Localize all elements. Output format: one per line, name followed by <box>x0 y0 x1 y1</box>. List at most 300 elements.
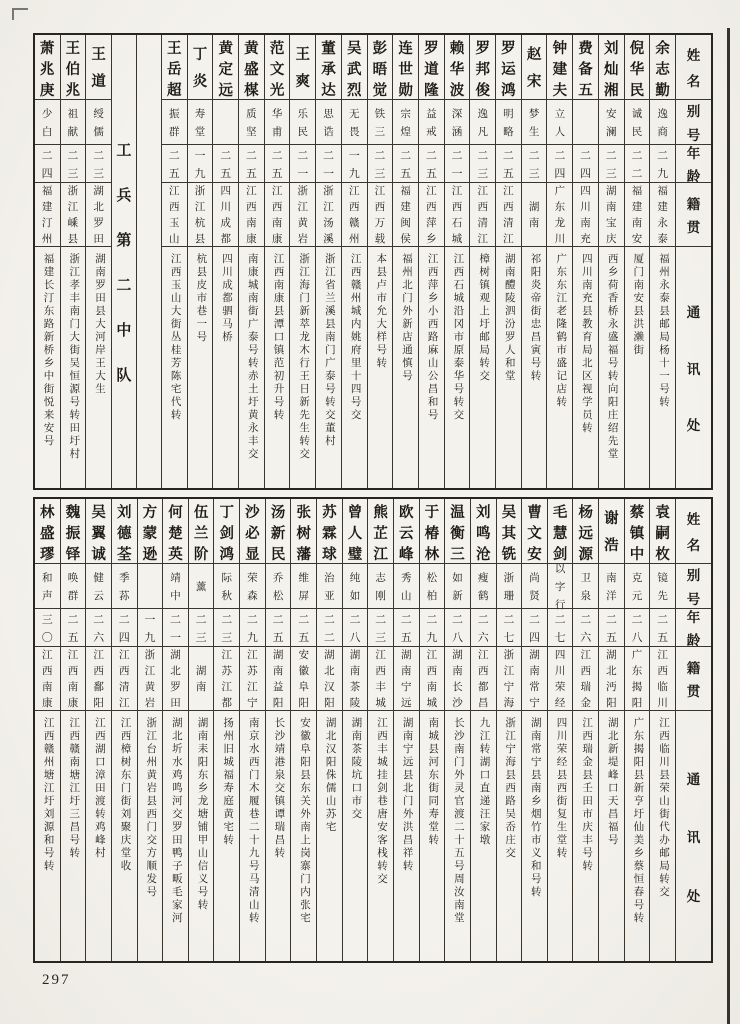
person-native-place: 福 建 永 泰 <box>650 182 675 246</box>
person-name: 沙 必 显 <box>245 505 260 563</box>
person-age: 二 三 <box>86 144 111 182</box>
person-age: 一 九 <box>188 144 213 182</box>
person-name: 刘 灿 湘 <box>603 41 619 99</box>
person-contact: 湖南常宁县南乡烟竹市义和号转 <box>522 710 547 961</box>
person-native-place: 江 西 鄱 阳 <box>86 646 111 710</box>
person-age: 二 五 <box>213 144 238 182</box>
person-native-place: 湖 南 常 宁 <box>522 646 547 710</box>
person-age: 二 四 <box>547 144 572 182</box>
person-native-place: 四 川 荣 经 <box>548 646 573 710</box>
person-contact: 江西瑞金县壬田市庆丰号转 <box>573 710 598 961</box>
person-alias: 际 秋 <box>214 563 239 608</box>
section-heading-label: 工 兵 第 二 中 队 <box>116 142 132 384</box>
person-contact: 福建长汀东路新桥乡中街悦来安号 <box>35 246 60 488</box>
person-name: 王 道 <box>91 47 106 90</box>
person-age: 二 五 <box>265 144 290 182</box>
person-age: 二 六 <box>471 608 496 646</box>
person-age: 二 七 <box>497 608 522 646</box>
scan-corner-mark <box>12 8 28 20</box>
person-name: 熊 芷 江 <box>373 505 388 563</box>
person-alias: 如 新 <box>445 563 470 608</box>
page-number: 297 <box>42 972 71 988</box>
person-column <box>290 499 316 961</box>
person-contact: 厦门南安县洪濑街 <box>625 246 650 488</box>
person-name: 连 世 勋 <box>398 41 413 99</box>
person-contact: 江西萍乡小西路麻山公昌和号 <box>419 246 444 488</box>
header-native-place: 籍 贯 <box>676 646 711 710</box>
person-age: 二 三 <box>470 144 495 182</box>
person-alias: 唤 群 <box>61 563 86 608</box>
person-column <box>212 35 238 488</box>
person-age: 三 〇 <box>35 608 60 646</box>
person-age: 二 三 <box>189 608 214 646</box>
person-column <box>188 499 214 961</box>
person-column <box>649 35 675 488</box>
person-column <box>238 35 264 488</box>
person-alias: 薰 <box>189 563 214 608</box>
person-name: 伍 兰 阶 <box>193 505 209 563</box>
person-age: 二 三 <box>599 144 624 182</box>
person-column <box>60 35 86 488</box>
section-heading-column <box>111 35 161 488</box>
header-name: 姓 名 <box>686 512 701 553</box>
person-column <box>367 499 393 961</box>
person-native-place: 湖 南 宁 远 <box>394 646 419 710</box>
person-name: 袁 嗣 枚 <box>655 505 670 563</box>
person-native-place: 江 苏 江 宁 <box>240 646 265 710</box>
person-column <box>187 35 213 488</box>
person-contact: 广东东江老隆鹤市盛记店转 <box>547 246 572 488</box>
person-column <box>265 499 291 961</box>
person-contact: 九江转湖口直递汪家墩 <box>471 710 496 961</box>
person-alias: 质 坚 <box>239 99 264 144</box>
person-column <box>341 35 367 488</box>
person-column <box>111 499 137 961</box>
person-native-place: 江 西 南 城 <box>420 646 445 710</box>
person-alias: 华 甫 <box>265 99 290 144</box>
person-name: 方 蒙 逊 <box>142 505 158 563</box>
person-age: 二 九 <box>240 608 265 646</box>
person-column <box>35 499 60 961</box>
person-contact: 江西石城沿冈市原泰华号转交 <box>445 246 470 488</box>
person-alias <box>573 99 598 144</box>
person-native-place: 广 东 揭 阳 <box>625 646 650 710</box>
person-alias: 宗 煌 <box>393 99 418 144</box>
person-column <box>495 35 521 488</box>
person-column <box>546 35 572 488</box>
person-column <box>444 499 470 961</box>
person-age: 二 一 <box>445 144 470 182</box>
person-name: 刘 鸣 沧 <box>475 505 491 563</box>
person-name: 何 楚 英 <box>168 505 183 563</box>
person-age: 二 八 <box>625 608 650 646</box>
person-column <box>624 35 650 488</box>
person-native-place: 湖 北 沔 阳 <box>599 646 624 710</box>
person-alias: 深 涵 <box>445 99 470 144</box>
person-age: 二 一 <box>163 608 188 646</box>
person-contact: 福州永泰县邮局杨十一号转 <box>650 246 675 488</box>
person-contact: 浙江海门新萃龙木行王日新先生转交 <box>290 246 315 488</box>
person-alias: 乐 民 <box>290 99 315 144</box>
person-native-place: 江 西 清 江 <box>496 182 521 246</box>
person-native-place: 江 西 万 载 <box>368 182 393 246</box>
person-native-place: 江 西 丰 城 <box>368 646 393 710</box>
person-age: 二 五 <box>162 144 187 182</box>
person-contact: 浙江台州黄岩县西门交方顺发号 <box>138 710 163 961</box>
person-column <box>598 499 624 961</box>
header-alias: 别 号 <box>676 99 711 144</box>
person-alias: 立 人 <box>547 99 572 144</box>
person-native-place: 浙 江 黄 岩 <box>290 182 315 246</box>
person-column <box>624 499 650 961</box>
person-native-place: 福 建 闽 侯 <box>393 182 418 246</box>
person-alias: 瘦 鹤 <box>471 563 496 608</box>
person-age: 二 一 <box>290 144 315 182</box>
person-native-place: 湖 北 罗 田 <box>163 646 188 710</box>
person-alias: 以 字 行 <box>548 563 573 608</box>
person-column <box>239 499 265 961</box>
person-column <box>393 499 419 961</box>
person-name: 曾 人 璧 <box>347 505 363 563</box>
person-name: 钟 建 夫 <box>552 41 568 99</box>
person-native-place: 江 西 南 康 <box>239 182 264 246</box>
person-alias: 绶 儒 <box>86 99 111 144</box>
person-native-place: 江 西 瑞 金 <box>573 646 598 710</box>
person-age: 二 五 <box>496 144 521 182</box>
person-name: 杨 远 源 <box>578 505 593 563</box>
person-contact: 浙江孝丰南门大街吴恒源号转田圩村 <box>61 246 86 488</box>
person-contact: 湖北新堤峰口天昌福号 <box>599 710 624 961</box>
person-alias: 少 白 <box>35 99 60 144</box>
person-native-place: 江 苏 江 都 <box>214 646 239 710</box>
person-name: 欧 云 峰 <box>399 505 414 563</box>
person-column <box>521 35 547 488</box>
person-column <box>572 499 598 961</box>
person-name: 谢 浩 <box>604 511 619 554</box>
person-native-place: 浙 江 杭 县 <box>188 182 213 246</box>
person-alias: 健 云 <box>86 563 111 608</box>
scan-edge-line <box>727 28 730 1024</box>
person-native-place: 江 西 临 川 <box>650 646 675 710</box>
person-alias: 尚 贤 <box>522 563 547 608</box>
person-age: 二 三 <box>522 144 547 182</box>
person-age: 二 九 <box>650 144 675 182</box>
person-name: 罗 道 隆 <box>424 41 439 99</box>
person-alias: 志 刚 <box>368 563 393 608</box>
person-name: 丁 炎 <box>192 47 208 90</box>
person-column <box>316 499 342 961</box>
person-age: 二 三 <box>214 608 239 646</box>
person-contact: 广东揭阳县新亨圩仙美乡蔡恒春号转 <box>625 710 650 961</box>
person-age: 一 九 <box>342 144 367 182</box>
column-headers <box>675 499 711 961</box>
person-alias: 祖 献 <box>61 99 86 144</box>
person-contact: 四川成都驷马桥 <box>213 246 238 488</box>
person-age: 二 六 <box>86 608 111 646</box>
column-headers <box>675 35 711 488</box>
person-name: 林 盛 璆 <box>40 505 55 563</box>
person-name: 蔡 镇 中 <box>629 505 645 563</box>
person-native-place: 浙 江 汤 溪 <box>316 182 341 246</box>
person-age: 二 四 <box>522 608 547 646</box>
person-alias <box>213 99 238 144</box>
person-contact: 湖南宁远县北门外洪昌祥转 <box>394 710 419 961</box>
person-name: 王 伯 兆 <box>65 41 81 99</box>
person-native-place: 福 建 南 安 <box>625 182 650 246</box>
person-alias: 寿 堂 <box>188 99 213 144</box>
person-native-place: 福 建 汀 州 <box>35 182 60 246</box>
person-name: 王 爽 <box>295 47 311 90</box>
person-alias: 荣 森 <box>240 563 265 608</box>
person-name: 黄 盛 楳 <box>244 41 259 99</box>
person-native-place: 浙 江 宁 海 <box>497 646 522 710</box>
person-contact: 杭县皮市巷一号 <box>188 246 213 488</box>
person-column <box>264 35 290 488</box>
person-column <box>444 35 470 488</box>
person-name: 刘 德 荃 <box>116 505 132 563</box>
header-contact: 通 讯 处 <box>676 710 711 961</box>
person-alias: 益 戒 <box>419 99 444 144</box>
person-name: 范 文 光 <box>269 41 285 99</box>
person-contact: 福州北门外新店通慎号 <box>393 246 418 488</box>
person-contact: 江西樟树东门街刘聚庆堂收 <box>112 710 137 961</box>
person-name: 于 椿 林 <box>424 505 440 563</box>
person-column <box>315 35 341 488</box>
person-contact: 江西赣州塘江圩刘源和号转 <box>35 710 60 961</box>
person-contact: 长沙靖港泉交镇谭瑞昌转 <box>266 710 291 961</box>
person-age: 二 四 <box>35 144 60 182</box>
person-contact: 安徽阜阳县东关外南上岗寨门内张宅 <box>291 710 316 961</box>
person-alias: 明 略 <box>496 99 521 144</box>
person-column <box>418 35 444 488</box>
person-contact: 祁阳炎帝街忠昌寅号转 <box>522 246 547 488</box>
person-native-place: 江 西 清 江 <box>470 182 495 246</box>
person-column <box>85 35 111 488</box>
person-name: 倪 华 民 <box>629 41 645 99</box>
person-name: 赵 宋 <box>526 47 542 90</box>
person-contact: 扬州旧城福寿庭黄宅转 <box>214 710 239 961</box>
person-age: 二 二 <box>625 144 650 182</box>
person-alias: 维 屏 <box>291 563 316 608</box>
person-column <box>85 499 111 961</box>
person-column <box>598 35 624 488</box>
person-name: 毛 慧 剑 <box>552 505 568 563</box>
person-alias: 纯 如 <box>343 563 368 608</box>
header-contact: 通 讯 处 <box>676 246 711 488</box>
person-native-place: 四 川 南 充 <box>573 182 598 246</box>
person-age: 二 三 <box>368 608 393 646</box>
person-alias: 乔 松 <box>266 563 291 608</box>
person-native-place: 江 西 玉 山 <box>162 182 187 246</box>
person-age: 二 二 <box>317 608 342 646</box>
person-contact: 江西临川县荣山街代办邮局转交 <box>650 710 675 961</box>
person-native-place: 安 徽 阜 阳 <box>291 646 316 710</box>
person-native-place: 江 西 南 康 <box>35 646 60 710</box>
person-age: 二 三 <box>61 144 86 182</box>
person-alias: 安 澜 <box>599 99 624 144</box>
person-column <box>162 499 188 961</box>
person-native-place: 湖 南 <box>522 182 547 246</box>
person-native-place: 江 西 南 康 <box>265 182 290 246</box>
person-alias: 和 声 <box>35 563 60 608</box>
person-native-place: 江 西 清 江 <box>112 646 137 710</box>
person-column <box>496 499 522 961</box>
section-blank-column <box>136 35 161 488</box>
person-native-place: 湖 南 益 阳 <box>266 646 291 710</box>
person-age: 二 八 <box>445 608 470 646</box>
person-native-place: 湖 北 汉 阳 <box>317 646 342 710</box>
header-age: 年 龄 <box>676 608 711 646</box>
person-name: 曹 文 安 <box>527 505 542 563</box>
header-age: 年 龄 <box>676 144 711 182</box>
person-name: 罗 运 鸿 <box>501 41 516 99</box>
person-column <box>342 499 368 961</box>
person-column <box>213 499 239 961</box>
person-name: 丁 剑 鸿 <box>219 505 235 563</box>
person-age: 二 六 <box>573 608 598 646</box>
header-native-place: 籍 贯 <box>676 182 711 246</box>
person-native-place: 浙 江 嵊 县 <box>61 182 86 246</box>
person-name: 吴 翼 诚 <box>91 505 106 563</box>
person-contact: 江西南康县潭口镇范初升号转 <box>265 246 290 488</box>
person-age: 二 五 <box>419 144 444 182</box>
person-age: 二 八 <box>343 608 368 646</box>
person-name: 赖 华 波 <box>449 41 465 99</box>
person-name: 吴 其 铣 <box>501 505 517 563</box>
person-alias: 秀 山 <box>394 563 419 608</box>
person-contact: 南京水西门木履巷二十九号马清山转 <box>240 710 265 961</box>
person-name: 罗 邦 俊 <box>475 41 490 99</box>
person-contact: 南城县河东街同寿堂转 <box>420 710 445 961</box>
person-age: 二 五 <box>266 608 291 646</box>
person-contact: 浙江宁海县西路吴岙庄交 <box>497 710 522 961</box>
person-name: 吴 武 烈 <box>346 41 362 99</box>
person-native-place: 广 东 龙 川 <box>547 182 572 246</box>
person-contact: 四川南充县教育局北区视学员转 <box>573 246 598 488</box>
person-alias: 无 畏 <box>342 99 367 144</box>
person-contact: 西乡荷香桥永盛福号转向阳庄绍先堂 <box>599 246 624 488</box>
person-column <box>419 499 445 961</box>
person-column <box>469 35 495 488</box>
person-native-place: 江 西 都 昌 <box>471 646 496 710</box>
person-alias: 浙 珊 <box>497 563 522 608</box>
person-alias: 松 柏 <box>420 563 445 608</box>
person-native-place: 江 西 石 城 <box>445 182 470 246</box>
person-age: 二 五 <box>599 608 624 646</box>
person-alias: 思 诰 <box>316 99 341 144</box>
person-column <box>572 35 598 488</box>
person-alias: 卫 泉 <box>573 563 598 608</box>
person-age: 二 九 <box>420 608 445 646</box>
person-contact: 樟树镇观上圩邮局转交 <box>470 246 495 488</box>
person-alias <box>138 563 163 608</box>
person-alias: 逸 商 <box>650 99 675 144</box>
person-native-place: 湖 南 长 沙 <box>445 646 470 710</box>
person-name: 萧 兆 庚 <box>39 41 55 99</box>
person-contact: 湖北圻水鸡鸣河交罗田鸭子畈毛家河 <box>163 710 188 961</box>
person-contact: 湖南醴陵泗汾罗人和堂 <box>496 246 521 488</box>
person-name: 温 衡 三 <box>450 505 465 563</box>
header-alias: 别 号 <box>676 563 711 608</box>
person-contact: 湖南罗田县大河岸王大生 <box>86 246 111 488</box>
person-column <box>367 35 393 488</box>
person-name: 汤 新 民 <box>270 505 286 563</box>
person-column <box>60 499 86 961</box>
person-column <box>137 499 163 961</box>
person-age: 二 三 <box>368 144 393 182</box>
person-contact: 湖南耒阳东乡龙塘铺甲山信义号转 <box>189 710 214 961</box>
person-contact: 长沙南门外灵官渡二十五号周汝南堂 <box>445 710 470 961</box>
person-age: 二 四 <box>573 144 598 182</box>
person-native-place: 湖 北 罗 田 <box>86 182 111 246</box>
roster-table-top <box>33 33 713 490</box>
person-age: 二 一 <box>316 144 341 182</box>
person-alias: 镜 先 <box>650 563 675 608</box>
header-name: 姓 名 <box>686 48 701 89</box>
person-contact: 江西玉山大街丛桂芳陈宅代转 <box>162 246 187 488</box>
person-native-place: 江 西 萍 乡 <box>419 182 444 246</box>
person-column <box>35 35 60 488</box>
person-name: 王 岳 超 <box>167 41 182 99</box>
person-name: 张 树 藩 <box>296 505 311 563</box>
person-alias: 振 群 <box>162 99 187 144</box>
person-alias: 治 亚 <box>317 563 342 608</box>
person-age: 二 五 <box>239 144 264 182</box>
person-native-place: 四 川 成 都 <box>213 182 238 246</box>
person-name: 魏 振 铎 <box>65 505 81 563</box>
person-age: 二 四 <box>112 608 137 646</box>
person-contact: 南康城南街广泰号转赤土圩黄永丰交 <box>239 246 264 488</box>
person-contact: 江西湖口漳田渡转鸡峰村 <box>86 710 111 961</box>
person-alias: 梦 生 <box>522 99 547 144</box>
person-contact: 江西丰城挂剑巷唐安客栈转交 <box>368 710 393 961</box>
person-age: 二 五 <box>393 144 418 182</box>
person-name: 黄 定 远 <box>218 41 233 99</box>
person-name: 苏 霖 球 <box>322 505 337 563</box>
person-alias: 靖 中 <box>163 563 188 608</box>
person-age: 二 五 <box>650 608 675 646</box>
person-column <box>161 35 187 488</box>
person-age: 二 七 <box>548 608 573 646</box>
person-name: 费 备 五 <box>578 41 593 99</box>
person-native-place: 江 西 赣 州 <box>342 182 367 246</box>
person-name: 彭 晤 觉 <box>372 41 388 99</box>
person-column <box>649 499 675 961</box>
person-alias: 季 荪 <box>112 563 137 608</box>
person-contact: 四川荣经县西街复生堂转 <box>548 710 573 961</box>
person-contact: 湖南茶陵坑口市交 <box>343 710 368 961</box>
person-age: 一 九 <box>138 608 163 646</box>
person-alias: 诚 民 <box>625 99 650 144</box>
person-column <box>521 499 547 961</box>
person-column <box>289 35 315 488</box>
person-native-place: 浙 江 黄 岩 <box>138 646 163 710</box>
person-alias: 克 元 <box>625 563 650 608</box>
person-contact: 本县卢市允大样号转 <box>368 246 393 488</box>
person-native-place: 江 西 南 康 <box>61 646 86 710</box>
person-column <box>547 499 573 961</box>
person-native-place: 湖 南 <box>189 646 214 710</box>
person-contact: 浙江省兰溪县南门广泰号转交董村 <box>316 246 341 488</box>
person-column <box>392 35 418 488</box>
person-age: 二 五 <box>291 608 316 646</box>
person-contact: 江西赣州城内姚府里十四号交 <box>342 246 367 488</box>
person-native-place: 湖 南 茶 陵 <box>343 646 368 710</box>
person-native-place: 湖 南 宝 庆 <box>599 182 624 246</box>
person-contact: 湖北汉阳侏儒山苏宅 <box>317 710 342 961</box>
roster-table-bottom <box>33 497 713 963</box>
person-age: 二 五 <box>394 608 419 646</box>
